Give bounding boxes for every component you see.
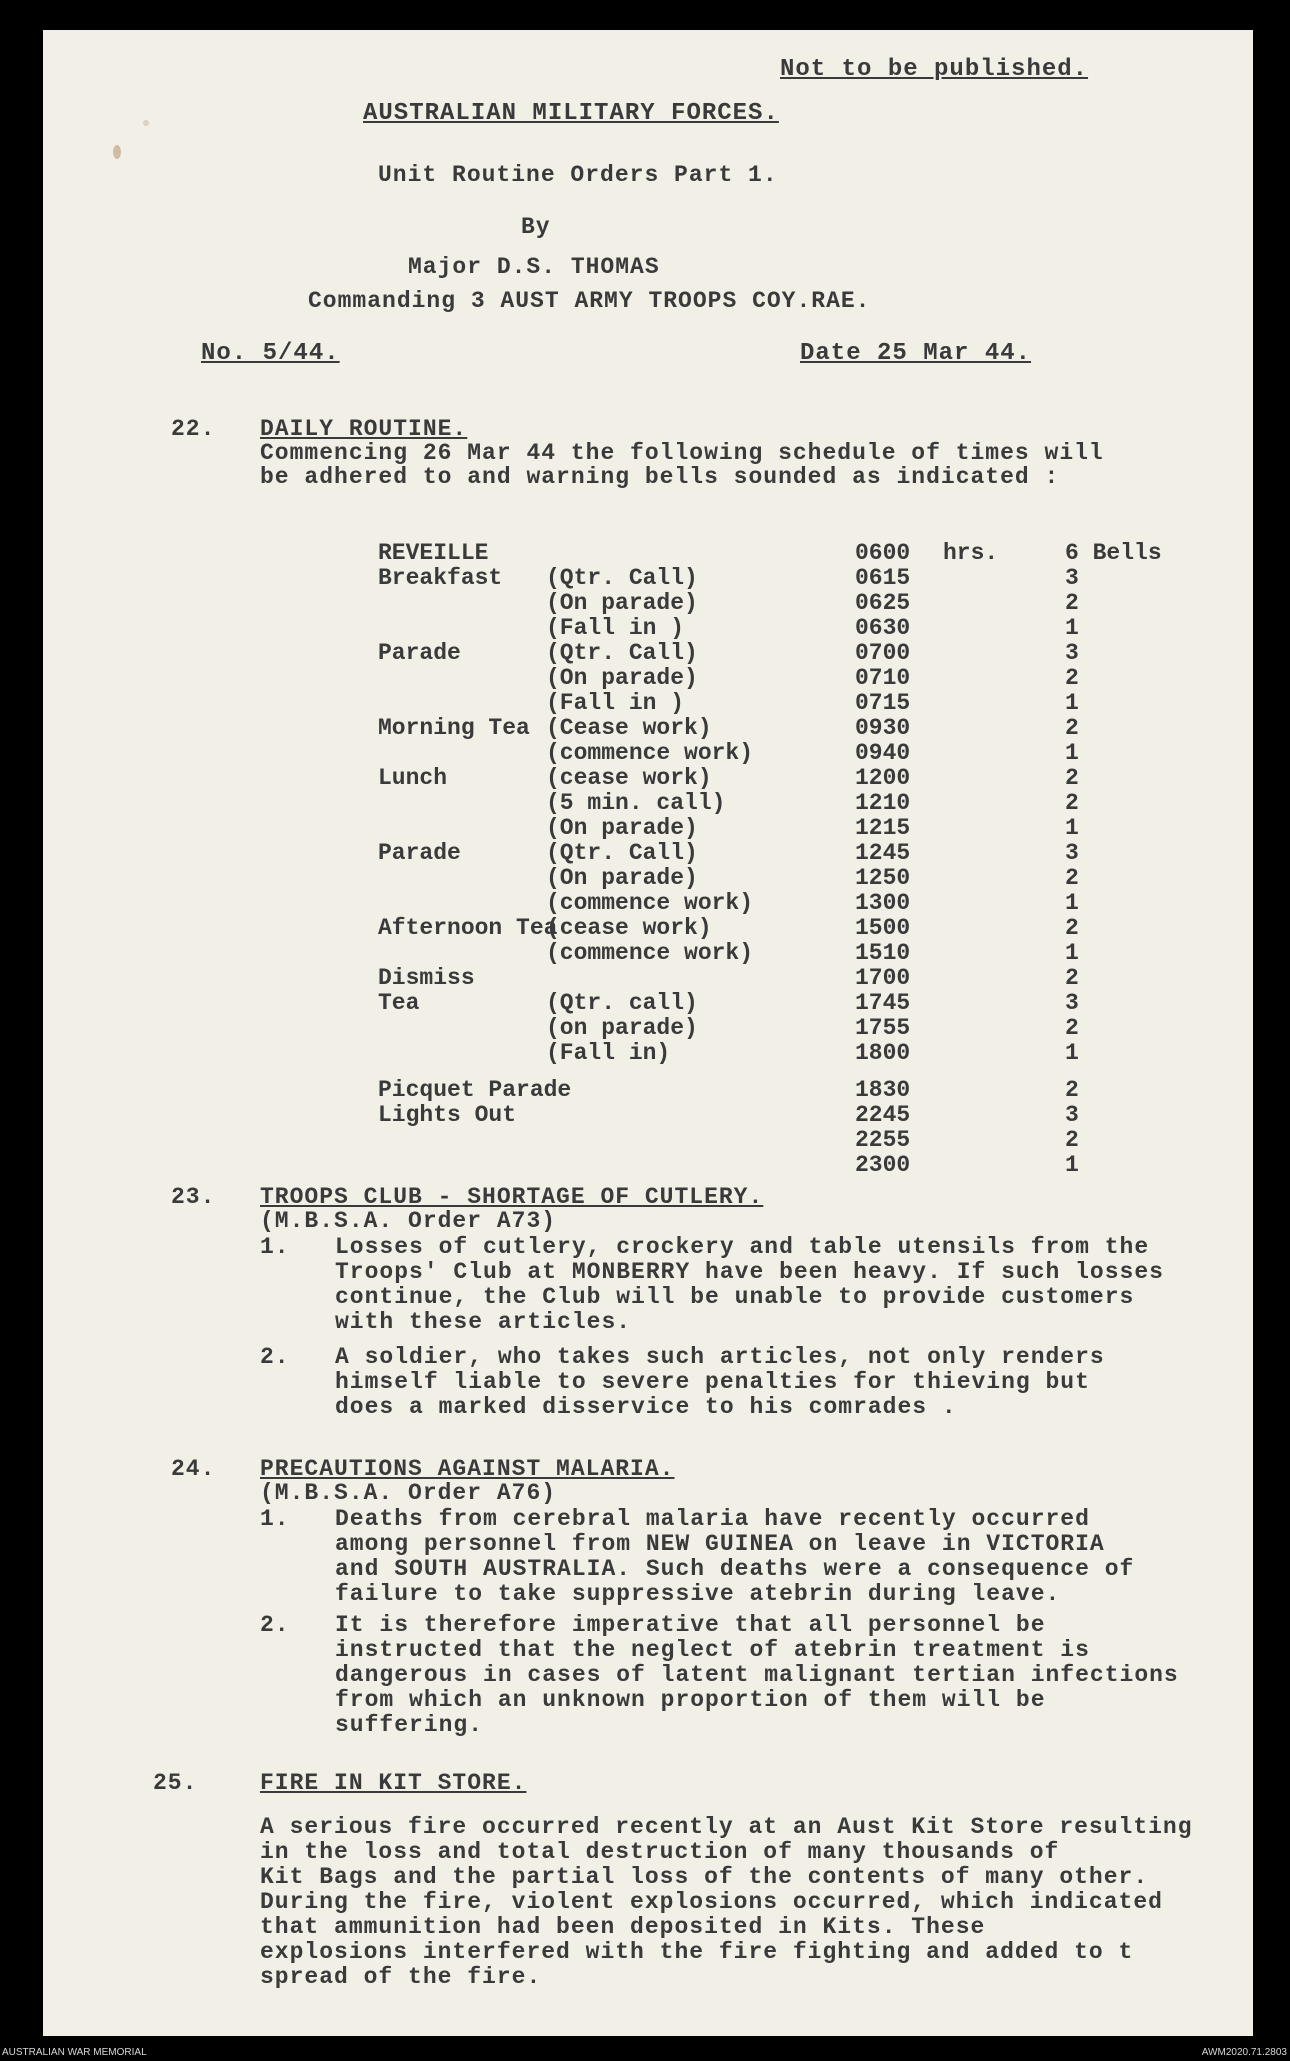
schedule-call: (Qtr. Call) — [546, 565, 698, 591]
order-23-para-line: with these articles. — [335, 1309, 632, 1335]
officer-name: Major D.S. THOMAS — [408, 254, 660, 280]
order-23-para-line: A soldier, who takes such articles, not only renders — [335, 1344, 1105, 1370]
schedule-time: 2245 — [855, 1102, 911, 1128]
schedule-row — [43, 765, 1253, 790]
schedule-bells: 2 — [1065, 590, 1079, 616]
order-25-line: that ammunition had been deposited in Kits. These — [260, 1914, 986, 1940]
schedule-bells: 2 — [1065, 665, 1079, 691]
order-23-para-line: continue, the Club will be unable to provide customers — [335, 1284, 1135, 1310]
schedule-bells: 2 — [1065, 1015, 1079, 1041]
schedule-call: (commence work) — [546, 740, 754, 766]
schedule-call: (On parade) — [546, 815, 698, 841]
document-page — [43, 30, 1253, 2036]
order-25-line: Kit Bags and the partial loss of the contents of many other. — [260, 1864, 1149, 1890]
stain-mark — [113, 145, 121, 159]
schedule-time: 0700 — [855, 640, 911, 666]
schedule-row — [43, 590, 1253, 615]
schedule-call: (Fall in) — [546, 1040, 671, 1066]
order-23-para-line: Losses of cutlery, crockery and table utensils from the — [335, 1234, 1150, 1260]
schedule-row — [43, 615, 1253, 640]
order-25-line: in the loss and total destruction of many thousands of — [260, 1839, 1060, 1865]
order-24-reference: (M.B.S.A. Order A76) — [260, 1480, 557, 1506]
schedule-time: 1215 — [855, 815, 911, 841]
by-line: By — [521, 214, 551, 240]
schedule-event: Lights Out — [378, 1102, 517, 1128]
order-22-intro-line: be adhered to and warning bells sounded as indicated : — [260, 464, 1060, 490]
schedule-call: (On parade) — [546, 865, 698, 891]
order-24-para-number: 2. — [260, 1612, 290, 1638]
schedule-event: Picquet Parade — [378, 1077, 572, 1103]
order-24-para-line: instructed that the neglect of atebrin treatment is — [335, 1637, 1090, 1663]
schedule-time: 0715 — [855, 690, 911, 716]
order-25-heading: FIRE IN KIT STORE. — [260, 1770, 527, 1796]
footer-accession: AWM2020.71.2803 — [1201, 2047, 1287, 2058]
schedule-row — [43, 690, 1253, 715]
schedule-bells: 1 — [1065, 690, 1079, 716]
schedule-time: 1510 — [855, 940, 911, 966]
schedule-bells: 3 — [1065, 565, 1079, 591]
schedule-time: 0625 — [855, 590, 911, 616]
order-22-intro-line: Commencing 26 Mar 44 the following schedule of times will — [260, 440, 1104, 466]
schedule-bells: 2 — [1065, 1127, 1079, 1153]
schedule-time: 2300 — [855, 1152, 911, 1178]
schedule-row — [43, 740, 1253, 765]
schedule-bells: 2 — [1065, 765, 1079, 791]
schedule-bells: 1 — [1065, 1152, 1079, 1178]
document-title: Unit Routine Orders Part 1. — [378, 162, 778, 188]
order-25-line: A serious fire occurred recently at an Aust Kit Store resulting — [260, 1814, 1193, 1840]
schedule-time: 1745 — [855, 990, 911, 1016]
schedule-call: (Fall in ) — [546, 615, 685, 641]
schedule-event: Parade — [378, 840, 461, 866]
order-25-number: 25. — [153, 1770, 198, 1796]
schedule-row — [43, 1127, 1253, 1152]
schedule-row — [43, 840, 1253, 865]
order-24-para-line: among personnel from NEW GUINEA on leave in VICTORIA — [335, 1531, 1105, 1557]
schedule-event: REVEILLE — [378, 540, 489, 566]
schedule-time: 0710 — [855, 665, 911, 691]
schedule-call: (On parade) — [546, 590, 698, 616]
schedule-event: Breakfast — [378, 565, 503, 591]
order-23-para-line: does a marked disservice to his comrades . — [335, 1394, 957, 1420]
schedule-row — [43, 915, 1253, 940]
order-25-line: During the fire, violent explosions occurred, which indicated — [260, 1889, 1163, 1915]
schedule-bells: 2 — [1065, 1077, 1079, 1103]
order-23-heading: TROOPS CLUB - SHORTAGE OF CUTLERY. — [260, 1184, 764, 1210]
order-24-para-line: suffering. — [335, 1712, 484, 1738]
schedule-bells: 1 — [1065, 740, 1079, 766]
schedule-row — [43, 1152, 1253, 1177]
schedule-time: 2255 — [855, 1127, 911, 1153]
order-24-para-line: dangerous in cases of latent malignant tertian infections — [335, 1662, 1179, 1688]
schedule-call: (Fall in ) — [546, 690, 685, 716]
schedule-call: (On parade) — [546, 665, 698, 691]
order-24-number: 24. — [171, 1456, 216, 1482]
order-25-line: spread of the fire. — [260, 1964, 542, 1990]
schedule-bells: 2 — [1065, 915, 1079, 941]
schedule-call: (cease work) — [546, 915, 712, 941]
schedule-unit: hrs. — [943, 540, 999, 566]
order-24-para-line: It is therefore imperative that all personnel be — [335, 1612, 1046, 1638]
schedule-event: Lunch — [378, 765, 448, 791]
schedule-bells: 6 Bells — [1065, 540, 1162, 566]
schedule-call: (Qtr. call) — [546, 990, 698, 1016]
order-22-number: 22. — [171, 416, 216, 442]
schedule-row — [43, 965, 1253, 990]
schedule-time: 0615 — [855, 565, 911, 591]
schedule-row — [43, 1015, 1253, 1040]
schedule-time: 0930 — [855, 715, 911, 741]
schedule-bells: 3 — [1065, 990, 1079, 1016]
stain-mark — [143, 120, 149, 126]
schedule-time: 0600 — [855, 540, 911, 566]
order-24-para-number: 1. — [260, 1506, 290, 1532]
schedule-bells: 3 — [1065, 840, 1079, 866]
schedule-row — [43, 715, 1253, 740]
schedule-time: 1210 — [855, 790, 911, 816]
schedule-bells: 1 — [1065, 890, 1079, 916]
schedule-call: (commence work) — [546, 890, 754, 916]
force-title: AUSTRALIAN MILITARY FORCES. — [363, 100, 779, 127]
schedule-bells: 1 — [1065, 615, 1079, 641]
schedule-time: 0940 — [855, 740, 911, 766]
order-24-para-line: from which an unknown proportion of them will be — [335, 1687, 1046, 1713]
schedule-row — [43, 865, 1253, 890]
order-24-para-line: and SOUTH AUSTRALIA. Such deaths were a consequence of — [335, 1556, 1135, 1582]
schedule-row — [43, 640, 1253, 665]
schedule-call: (commence work) — [546, 940, 754, 966]
schedule-row — [43, 890, 1253, 915]
schedule-bells: 2 — [1065, 965, 1079, 991]
schedule-event: Morning Tea — [378, 715, 530, 741]
order-24-para-line: Deaths from cerebral malaria have recently occurred — [335, 1506, 1090, 1532]
schedule-bells: 3 — [1065, 640, 1079, 666]
schedule-row — [43, 815, 1253, 840]
schedule-event: Afternoon Tea — [378, 915, 558, 941]
schedule-row — [43, 1077, 1253, 1102]
order-23-reference: (M.B.S.A. Order A73) — [260, 1208, 557, 1234]
schedule-row — [43, 790, 1253, 815]
schedule-call: (5 min. call) — [546, 790, 726, 816]
schedule-call: (Qtr. Call) — [546, 840, 698, 866]
order-date: Date 25 Mar 44. — [800, 340, 1032, 367]
schedule-time: 0630 — [855, 615, 911, 641]
schedule-bells: 1 — [1065, 1040, 1079, 1066]
order-25-line: explosions interfered with the fire fighting and added to t — [260, 1939, 1134, 1965]
order-24-heading: PRECAUTIONS AGAINST MALARIA. — [260, 1456, 675, 1482]
order-number: No. 5/44. — [201, 340, 340, 367]
commanding-unit: Commanding 3 AUST ARMY TROOPS COY.RAE. — [308, 288, 871, 314]
order-22-heading: DAILY ROUTINE. — [260, 416, 468, 442]
order-23-para-line: Troops' Club at MONBERRY have been heavy. If such losses — [335, 1259, 1164, 1285]
schedule-time: 1500 — [855, 915, 911, 941]
schedule-bells: 2 — [1065, 715, 1079, 741]
schedule-time: 1250 — [855, 865, 911, 891]
schedule-time: 1700 — [855, 965, 911, 991]
schedule-time: 1245 — [855, 840, 911, 866]
schedule-call: (Cease work) — [546, 715, 712, 741]
schedule-row — [43, 1102, 1253, 1127]
schedule-row — [43, 990, 1253, 1015]
schedule-call: (cease work) — [546, 765, 712, 791]
schedule-row — [43, 940, 1253, 965]
schedule-time: 1300 — [855, 890, 911, 916]
schedule-bells: 3 — [1065, 1102, 1079, 1128]
schedule-row — [43, 540, 1253, 565]
order-23-para-number: 1. — [260, 1234, 290, 1260]
footer-institution: AUSTRALIAN WAR MEMORIAL — [2, 2047, 147, 2058]
schedule-bells: 2 — [1065, 865, 1079, 891]
schedule-event: Tea — [378, 990, 420, 1016]
schedule-call: (Qtr. Call) — [546, 640, 698, 666]
schedule-event: Parade — [378, 640, 461, 666]
schedule-row — [43, 665, 1253, 690]
order-23-number: 23. — [171, 1184, 216, 1210]
order-23-para-line: himself liable to severe penalties for thieving but — [335, 1369, 1090, 1395]
schedule-bells: 1 — [1065, 940, 1079, 966]
schedule-call: (on parade) — [546, 1015, 698, 1041]
order-23-para-number: 2. — [260, 1344, 290, 1370]
order-24-para-line: failure to take suppressive atebrin during leave. — [335, 1581, 1061, 1607]
schedule-time: 1830 — [855, 1077, 911, 1103]
schedule-time: 1800 — [855, 1040, 911, 1066]
schedule-bells: 2 — [1065, 790, 1079, 816]
schedule-event: Dismiss — [378, 965, 475, 991]
schedule-row — [43, 565, 1253, 590]
schedule-row — [43, 1040, 1253, 1065]
restriction-note: Not to be published. — [780, 56, 1089, 83]
schedule-time: 1200 — [855, 765, 911, 791]
schedule-time: 1755 — [855, 1015, 911, 1041]
schedule-bells: 1 — [1065, 815, 1079, 841]
